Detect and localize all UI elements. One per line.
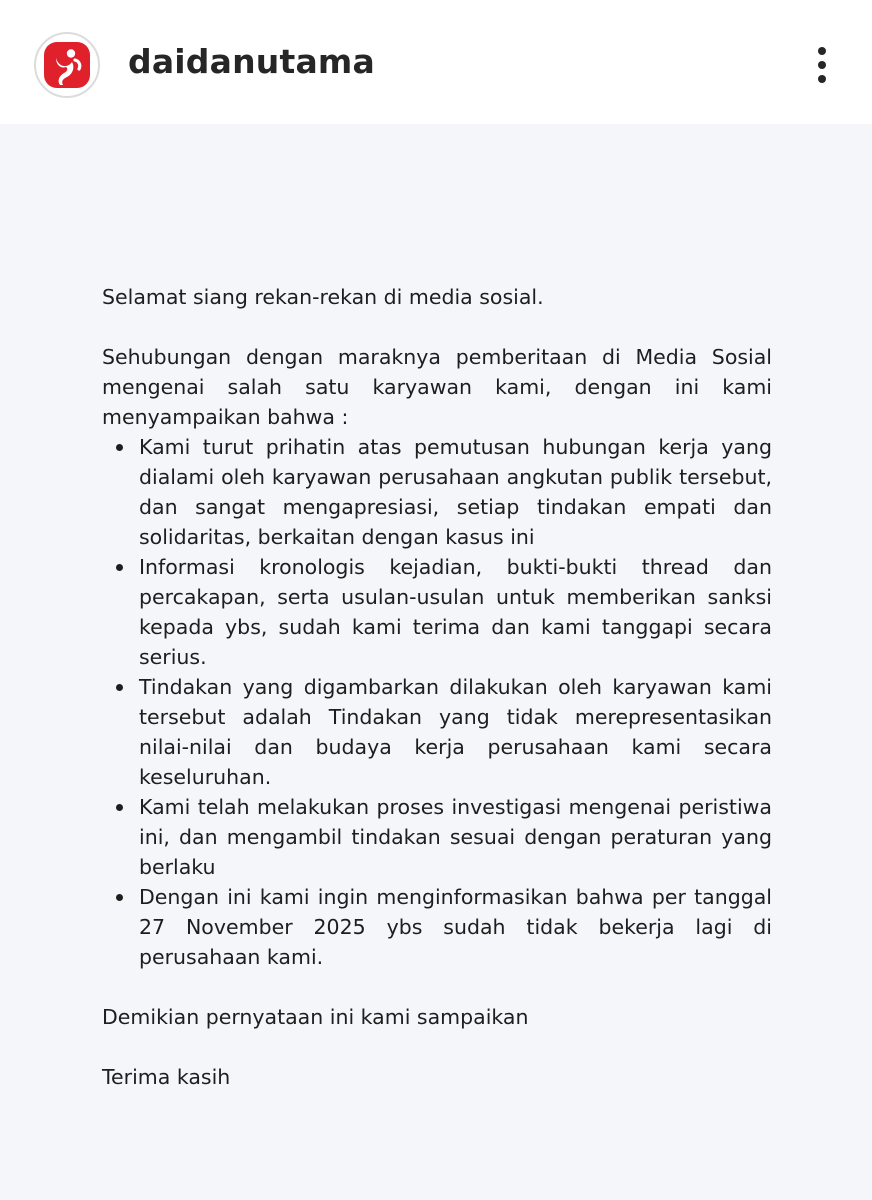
more-vertical-icon — [818, 47, 826, 55]
username[interactable]: daidanutama — [128, 42, 375, 81]
post-image — [0, 124, 872, 1200]
statement-letter — [102, 282, 772, 1092]
greeting-text: Selamat siang rekan-rekan di media sosial. — [102, 285, 544, 309]
daidanutama-logo-icon — [39, 37, 95, 93]
list-item: Dengan ini kami ingin menginformasikan bahwa per tanggal 27 November 2025 ybs sudah tidak bekerja lagi di perusahaan kami. — [139, 882, 772, 972]
post-header — [0, 0, 872, 124]
avatar[interactable] — [34, 32, 100, 98]
more-vertical-icon — [818, 75, 826, 83]
list-item: Tindakan yang digambarkan dilakukan oleh karyawan kami tersebut adalah Tindakan yang tidak merepresentasikan nilai-nilai dan budaya kerja perusahaan kami secara keseluruhan. — [139, 672, 772, 792]
list-item: Informasi kronologis kejadian, bukti-bukti thread dan percakapan, serta usulan-usulan untuk memberikan sanksi kepada ybs, sudah kami terima dan kami tanggapi secara serius. — [139, 552, 772, 672]
statement-list — [102, 432, 772, 972]
more-options-button[interactable] — [806, 44, 838, 86]
thanks-text: Terima kasih — [102, 1065, 231, 1089]
list-item: Kami telah melakukan proses investigasi mengenai peristiwa ini, dan mengambil tindakan sesuai dengan peraturan yang berlaku — [139, 792, 772, 882]
list-item: Kami turut prihatin atas pemutusan hubungan kerja yang dialami oleh karyawan perusahaan angkutan publik tersebut, dan sangat mengapresiasi, setiap tindakan empati dan solidaritas, berkaitan dengan kasus ini — [139, 432, 772, 552]
closing-text: Demikian pernyataan ini kami sampaikan — [102, 1005, 529, 1029]
more-vertical-icon — [818, 61, 826, 69]
intro-paragraph: Sehubungan dengan maraknya pemberitaan di Media Sosial mengenai salah satu karyawan kami, dengan ini kami menyampaikan bahwa : — [102, 345, 772, 429]
